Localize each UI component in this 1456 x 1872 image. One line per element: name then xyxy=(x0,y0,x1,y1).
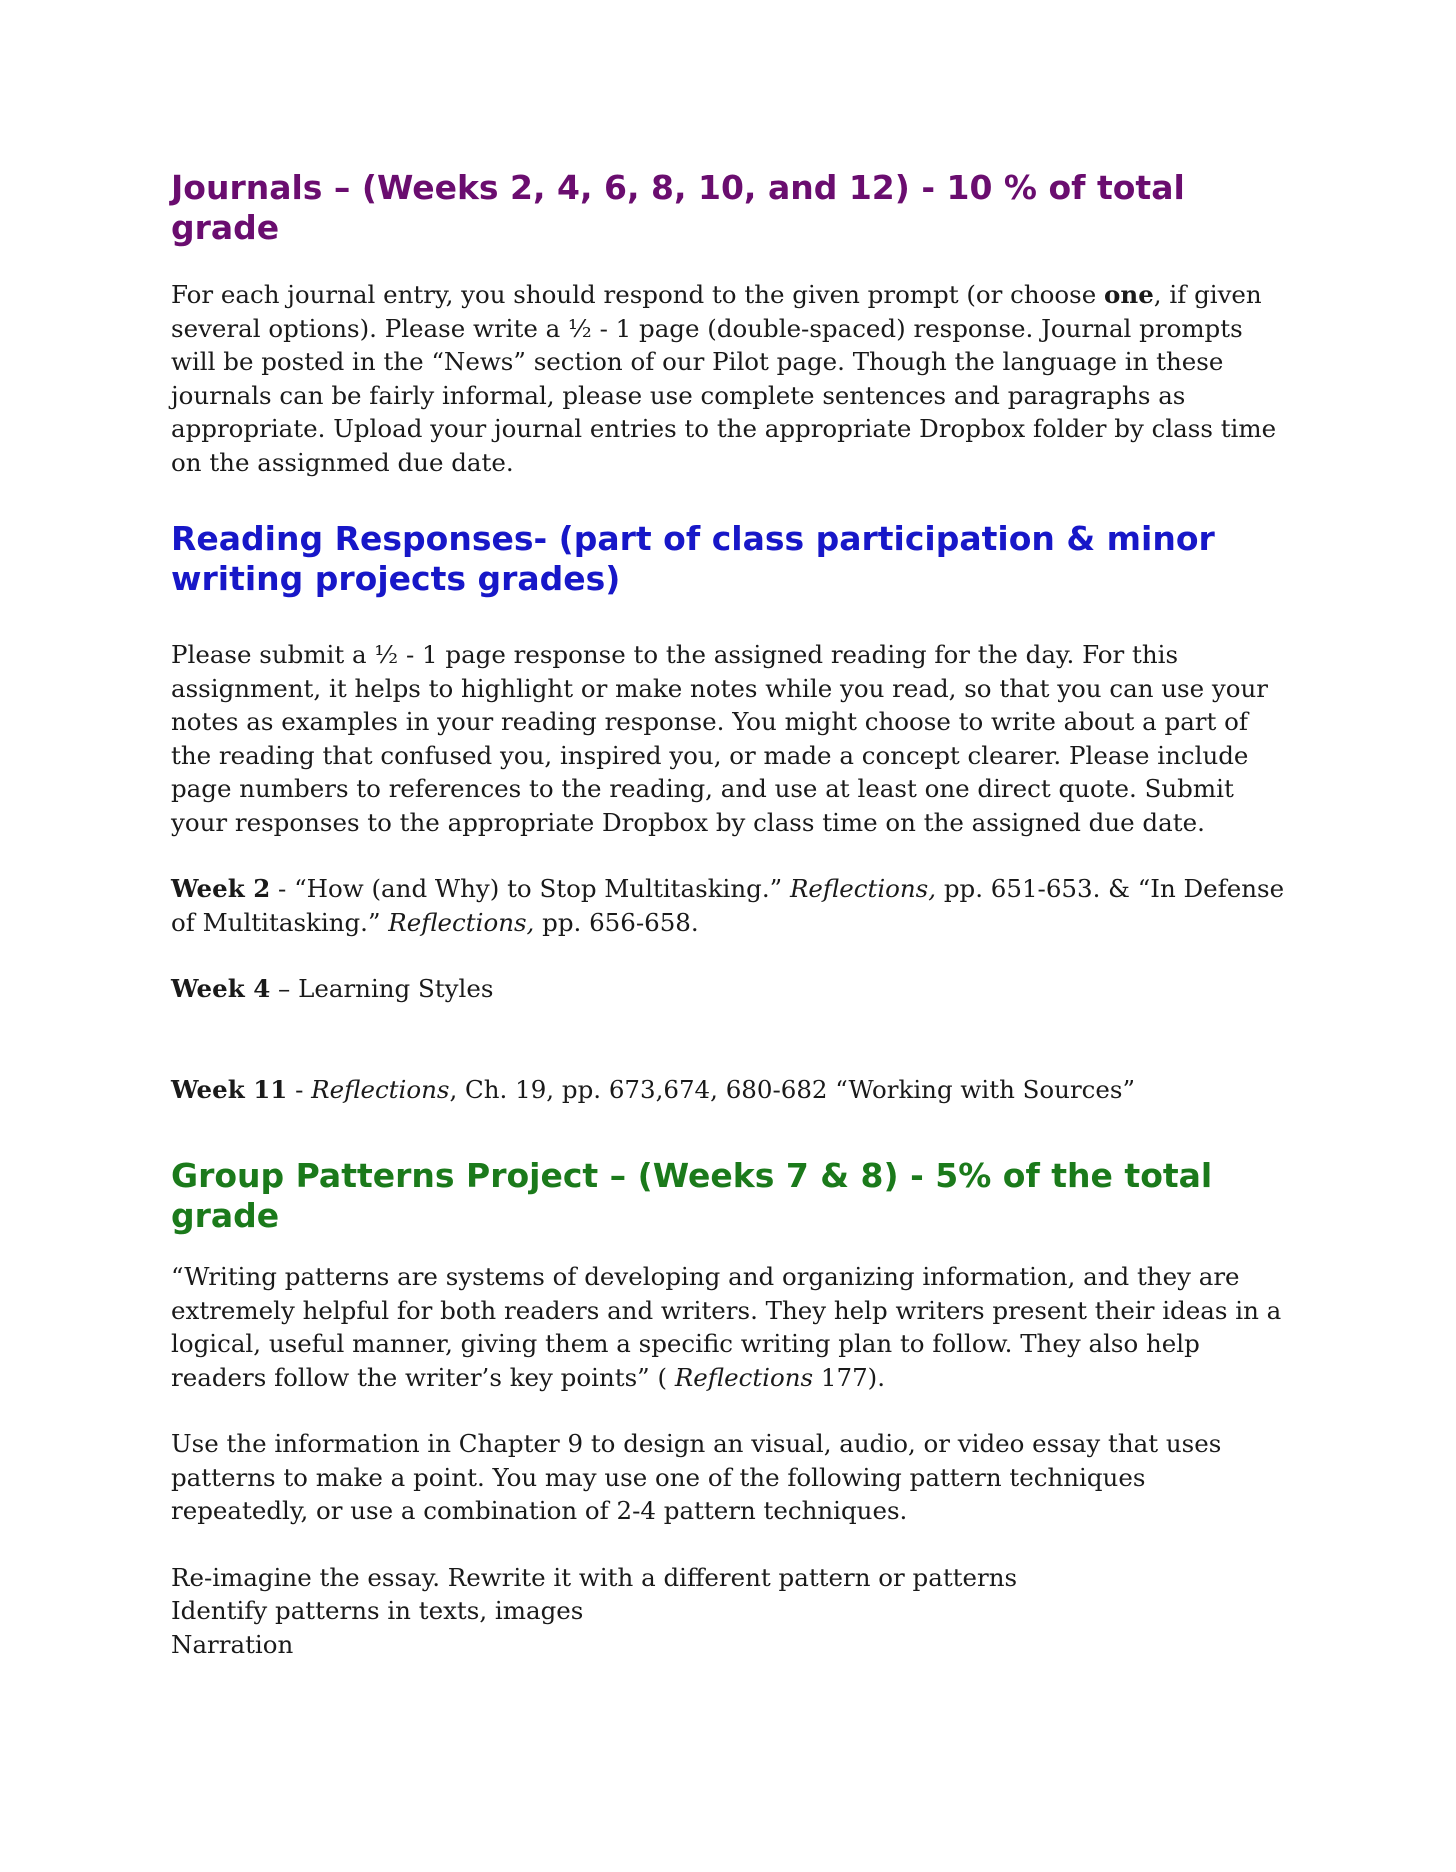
reading-week11: Week 11 - Reflections, Ch. 19, pp. 673,674, 680-682 “Working with Sources” xyxy=(171,1074,1135,1104)
document-page xyxy=(171,168,1286,1661)
journals-heading-line1: Journals – (Weeks 2, 4, 6, 8, 10, and 12) - 10 % of total xyxy=(171,168,1185,207)
reading-heading-line2: writing projects grades) xyxy=(171,559,621,598)
pattern-list-item: Identify patterns in texts, images xyxy=(171,1596,584,1625)
group-instructions: Use the information in Chapter 9 to design an visual, audio, or video essay that uses patterns to make a point. You may use one of the following pattern techniques repeatedly, or use a combination of 2-4 pattern techniques. xyxy=(171,1429,1222,1525)
pattern-list-item: Narration xyxy=(171,1629,294,1659)
journals-heading xyxy=(171,168,1286,248)
week4-label: Week 4 xyxy=(171,974,271,1003)
reading-body: Please submit a ½ - 1 page response to the assigned reading for the day. For this assignment, it helps to highlight or make notes while you read, so that you can use your notes as examples in your reading response. You might choose to write about a part of the reading that confused you, inspired you, or made a concept clearer. Please include page numbers to references to the reading, and use at least one direct quote. Submit your responses to the appropriate Dropbox by class time on the assigned due date. xyxy=(171,640,1268,837)
group-quote: “Writing patterns are systems of developing and organizing information, and they are extremely helpful for both readers and writers. They help writers present their ideas in a logical, useful manner, giving them a specific writing plan to follow. They also help readers follow the writer’s key points” ( Reflections 177). xyxy=(171,1262,1282,1392)
reading-heading-line1: Reading Responses- (part of class participation & minor xyxy=(171,519,1215,558)
group-heading-line1: Group Patterns Project – (Weeks 7 & 8) - 5% of the total xyxy=(171,1156,1213,1195)
pattern-list-item: Re-imagine the essay. Rewrite it with a different pattern or patterns xyxy=(171,1562,1018,1592)
reading-week4: Week 4 – Learning Styles xyxy=(171,974,494,1003)
journals-body: For each journal entry, you should respond to the given prompt (or choose one, if given several options). Please write a ½ - 1 page (double-spaced) response. Journal prompts will be posted in the “News” section of our Pilot page. Though the language in these journals can be fairly informal, please use complete sentences and paragraphs as appropriate. Upload your journal entries to the appropriate Dropbox folder by class time on the assignmed due date. xyxy=(171,280,1277,477)
journals-body-emphasis: one xyxy=(1104,280,1154,309)
journals-heading-line2: grade xyxy=(171,208,280,247)
week11-label: Week 11 xyxy=(171,1074,288,1104)
group-heading-line2: grade xyxy=(171,1196,280,1235)
week2-label: Week 2 xyxy=(171,874,271,903)
group-heading xyxy=(171,1156,1286,1236)
reading-week2: Week 2 - “How (and Why) to Stop Multitasking.” Reflections, pp. 651-653. & “In Defense of Multitasking.” Reflections, pp. 656-658. xyxy=(171,874,1285,937)
reading-heading xyxy=(171,519,1286,599)
